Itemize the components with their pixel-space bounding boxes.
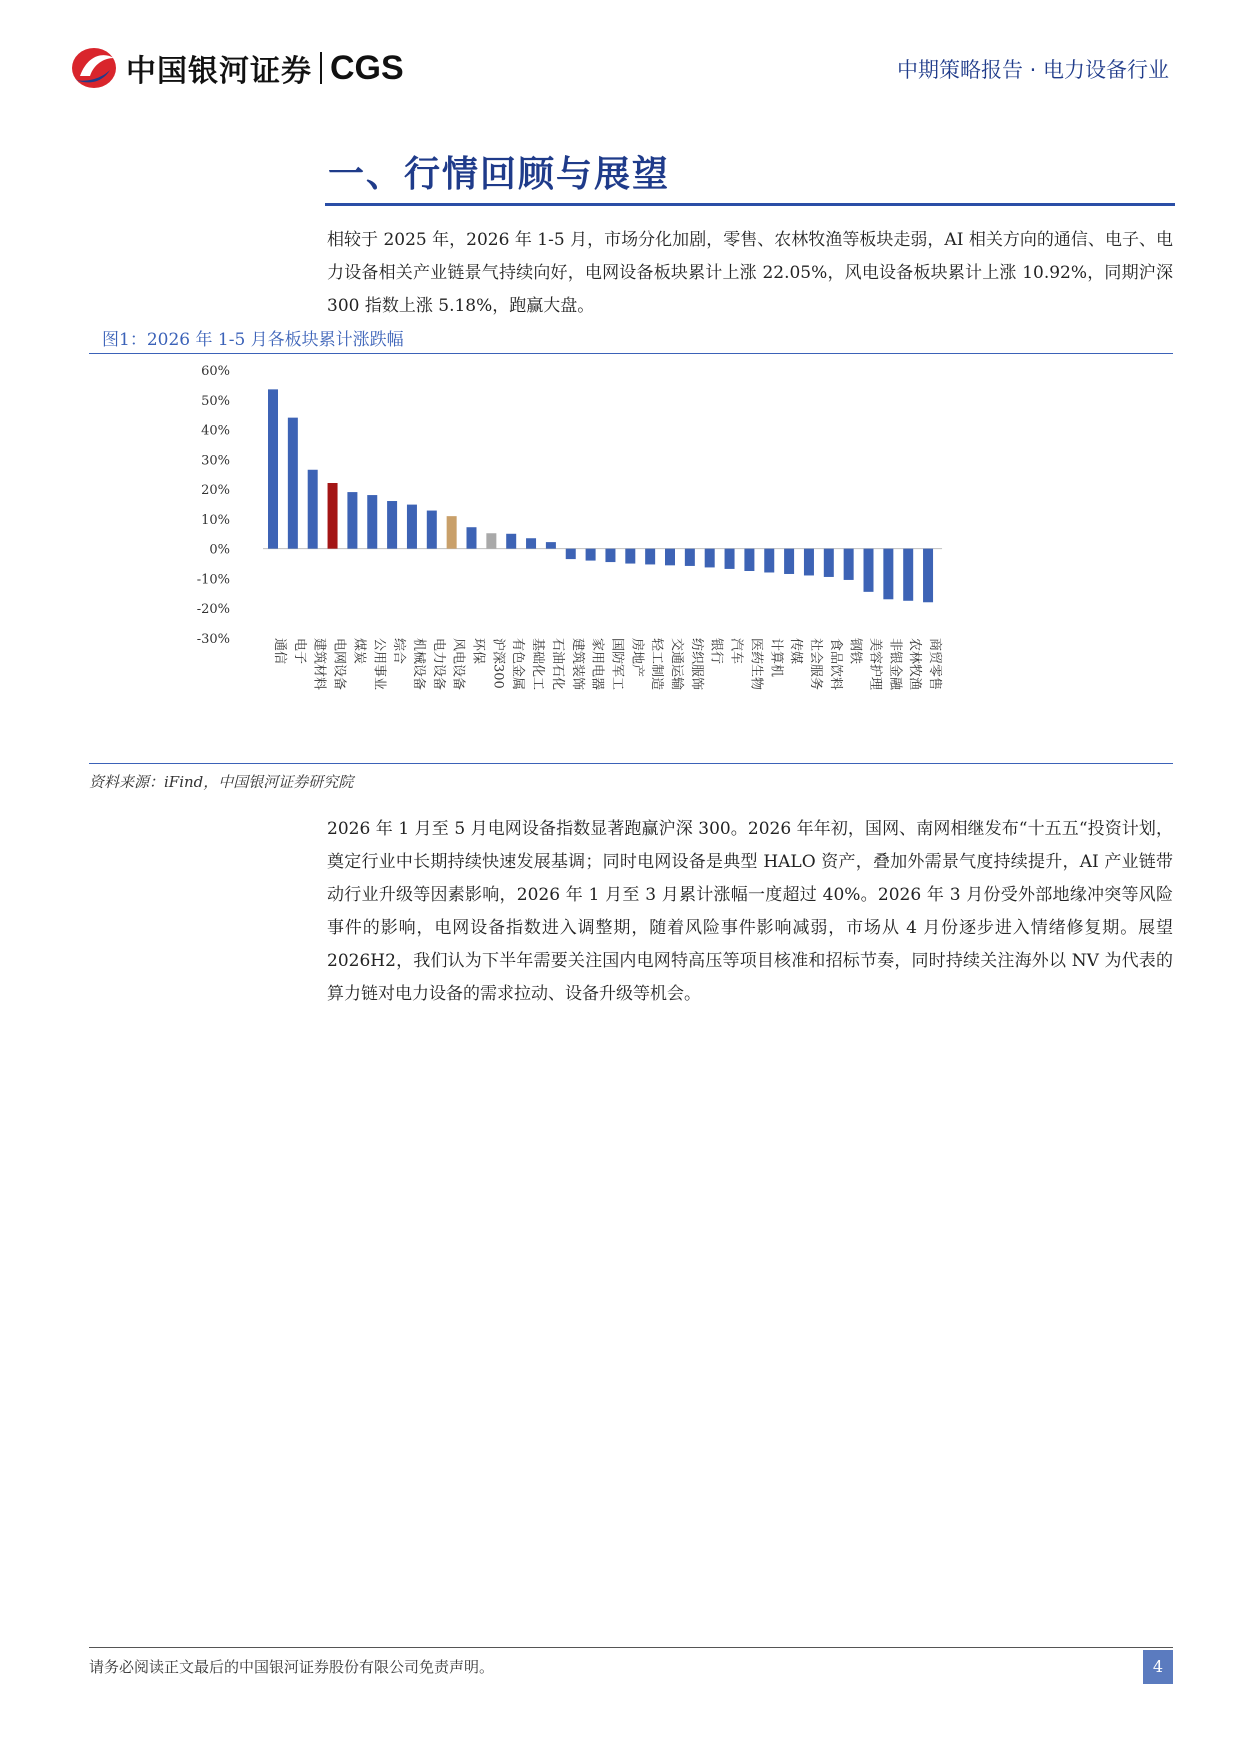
- x-tick-label: 电子: [291, 638, 307, 665]
- x-tick-label: 煤炭: [351, 638, 367, 665]
- header-separator: ·: [1029, 58, 1043, 82]
- x-tick-label: 商贸零售: [927, 638, 943, 691]
- x-tick-label: 农林牧渔: [907, 638, 923, 691]
- x-tick-label: 环保: [470, 638, 486, 665]
- y-tick-label: -30%: [196, 632, 230, 647]
- report-type: 中期策略报告: [896, 58, 1023, 82]
- paragraph-outlook: 2026 年 1 月至 5 月电网设备指数显著跑赢沪深 300。2026 年年初，国网、南网相继发布“十五五“投资计划，奠定行业中长期持续快速发展基调；同时电网设备是典型 HALO 资产，叠加外需景气度持续提升，AI 产业链带动行业升级等因素影响，2026 年 1 月至 3 月累计涨幅一度超过 40%。2026 年 3 月份受外部地缘冲突等风险事件的影响，电网设备指数进入调整期，随着风险事件影响减弱，市场从 4 月份逐步进入情绪修复期。展望 2026H2，我们认为下半年需要关注国内电网特高压等项目核准和招标节奏，同时持续关注海外以 NV 为代表的算力链对电力设备的需求拉动、设备升级等机会。: [327, 819, 1173, 1004]
- x-tick-label: 社会服务: [807, 638, 823, 691]
- bar: [705, 549, 715, 568]
- bar: [645, 549, 655, 565]
- bar: [467, 527, 477, 548]
- bar: [923, 549, 933, 603]
- bar: [566, 549, 576, 559]
- logo-english-text: CGS: [330, 48, 404, 87]
- sector-returns-bar-chart: [89, 355, 1173, 760]
- x-tick-label: 电网设备: [331, 638, 347, 691]
- report-type-label: [897, 54, 1169, 84]
- page-header: [0, 0, 1241, 110]
- x-tick-label: 非银金融: [887, 638, 903, 691]
- y-tick-label: 20%: [201, 483, 230, 499]
- y-tick-label: 0%: [209, 542, 230, 558]
- y-tick-label: -20%: [196, 602, 230, 618]
- bar: [486, 533, 496, 548]
- x-tick-label: 沪深300: [490, 638, 506, 689]
- x-tick-label: 医药生物: [748, 638, 764, 691]
- bar: [288, 418, 298, 549]
- x-tick-label: 机械设备: [410, 638, 426, 691]
- bar: [665, 549, 675, 566]
- page-number: 4: [1143, 1650, 1173, 1684]
- x-tick-label: 建筑装饰: [569, 638, 585, 691]
- company-logo: [70, 46, 404, 90]
- bar: [407, 505, 417, 549]
- bar: [824, 549, 834, 577]
- section-title: 一、行情回顾与展望: [328, 153, 671, 195]
- x-tick-label: 食品饮料: [827, 638, 843, 691]
- x-tick-label: 风电设备: [450, 638, 466, 691]
- bar: [725, 549, 735, 569]
- cgs-logo-icon: [70, 46, 118, 90]
- x-tick-label: 传媒: [788, 638, 804, 665]
- bar: [427, 511, 437, 549]
- bar: [586, 549, 596, 561]
- bar: [526, 538, 536, 548]
- figure-bottom-rule: [89, 763, 1173, 764]
- y-tick-label: 50%: [201, 393, 230, 409]
- section-title-underline: [325, 203, 1175, 206]
- logo-chinese-text: 中国银河证券: [126, 54, 312, 89]
- figure-caption: 图1：2026 年 1-5 月各板块累计涨跌幅: [102, 330, 404, 350]
- bar: [506, 534, 516, 549]
- footer-disclaimer: 请务必阅读正文最后的中国银河证券股份有限公司免责声明。: [89, 1658, 495, 1676]
- bar: [764, 549, 774, 573]
- x-tick-label: 交通运输: [669, 638, 684, 691]
- bar: [903, 549, 913, 601]
- footer-rule: [89, 1647, 1173, 1648]
- x-tick-label: 建筑材料: [311, 638, 327, 691]
- figure-top-rule: [89, 353, 1173, 354]
- x-tick-label: 美容护理: [867, 638, 883, 691]
- y-tick-label: 10%: [201, 512, 230, 528]
- x-tick-label: 通信: [272, 638, 287, 665]
- bar: [625, 549, 635, 564]
- y-tick-label: 40%: [201, 423, 230, 439]
- x-tick-label: 电力设备: [430, 638, 446, 691]
- x-tick-label: 钢铁: [847, 638, 863, 665]
- y-tick-label: 30%: [201, 453, 230, 469]
- x-tick-label: 纺织服饰: [688, 638, 704, 691]
- x-tick-label: 轻工制造: [649, 638, 665, 691]
- figure-source: 资料来源：iFind，中国银河证券研究院: [89, 773, 354, 791]
- bar: [804, 549, 814, 576]
- x-tick-label: 汽车: [728, 638, 744, 665]
- y-tick-label: -10%: [196, 572, 230, 588]
- bar: [546, 542, 556, 549]
- x-tick-label: 基础化工: [530, 638, 546, 691]
- industry-label: 电力设备行业: [1043, 58, 1169, 82]
- x-tick-label: 公用事业: [371, 638, 387, 691]
- bar: [864, 549, 874, 592]
- bar: [308, 470, 318, 549]
- bar: [268, 389, 278, 548]
- x-tick-label: 国防军工: [609, 638, 625, 691]
- bar: [744, 549, 754, 571]
- bar: [605, 549, 615, 562]
- x-tick-label: 银行: [708, 638, 724, 665]
- x-tick-label: 石油石化: [549, 638, 565, 691]
- y-tick-label: 60%: [201, 364, 230, 379]
- bar: [883, 549, 893, 600]
- x-tick-label: 综合: [391, 638, 407, 665]
- paragraph-intro: 相较于 2025 年，2026 年 1-5 月，市场分化加剧，零售、农林牧渔等板块走弱，AI 相关方向的通信、电子、电力设备相关产业链景气持续向好，电网设备板块累计上涨 22.05%，风电设备板块累计上涨 10.92%，同期沪深 300 指数上涨 5.18%，跑赢大盘。: [327, 230, 1173, 316]
- bar: [347, 492, 357, 549]
- bar: [784, 549, 794, 574]
- bar: [685, 549, 695, 566]
- bar: [367, 495, 377, 549]
- bar: [447, 516, 457, 549]
- bar: [844, 549, 854, 580]
- bar: [387, 501, 397, 549]
- x-tick-label: 有色金属: [510, 638, 526, 691]
- x-tick-label: 家用电器: [589, 638, 605, 691]
- x-tick-label: 计算机: [768, 638, 784, 678]
- bar: [328, 483, 338, 549]
- x-tick-label: 房地产: [629, 638, 645, 678]
- logo-divider: [320, 52, 322, 84]
